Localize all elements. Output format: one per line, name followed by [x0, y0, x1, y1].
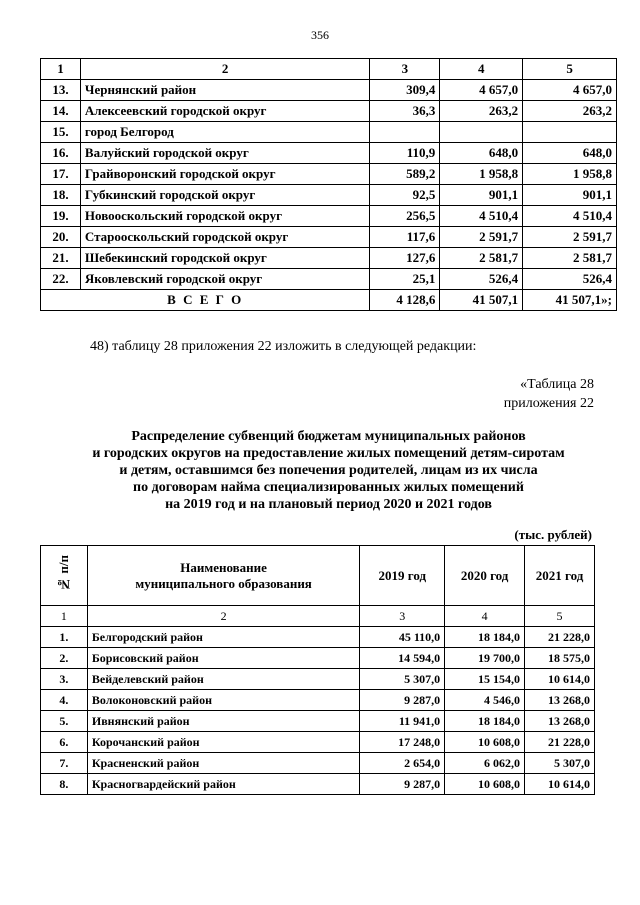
row-name: Шебекинский городской округ	[80, 248, 370, 269]
table-row	[41, 269, 617, 290]
caption-line: «Таблица 28	[520, 377, 594, 392]
table-row	[41, 732, 595, 753]
header-2019: 2019 год	[360, 546, 445, 606]
column-number: 3	[360, 606, 445, 627]
column-number: 2	[87, 606, 359, 627]
row-col5: 648,0	[523, 143, 617, 164]
row-number: 2.	[41, 648, 88, 669]
row-2019: 14 594,0	[360, 648, 445, 669]
row-2021: 18 575,0	[525, 648, 595, 669]
total-col5: 41 507,1»;	[523, 290, 617, 311]
row-number: 14.	[41, 101, 81, 122]
row-number: 15.	[41, 122, 81, 143]
row-2019: 9 287,0	[360, 774, 445, 795]
row-2021: 13 268,0	[525, 690, 595, 711]
row-2019: 45 110,0	[360, 627, 445, 648]
row-2019: 17 248,0	[360, 732, 445, 753]
row-col5: 263,2	[523, 101, 617, 122]
title-line: и детям, оставшимся без попечения родителей, лицам из их числа	[119, 463, 538, 478]
table-row	[41, 206, 617, 227]
row-col5	[523, 122, 617, 143]
table-continuation	[40, 58, 617, 311]
header-2020: 2020 год	[445, 546, 525, 606]
row-col4: 2 591,7	[440, 227, 523, 248]
row-2020: 4 546,0	[445, 690, 525, 711]
row-col3: 92,5	[370, 185, 440, 206]
row-2020: 6 062,0	[445, 753, 525, 774]
row-col4: 4 657,0	[440, 80, 523, 101]
row-col5: 4 510,4	[523, 206, 617, 227]
row-2021: 21 228,0	[525, 732, 595, 753]
row-col5: 526,4	[523, 269, 617, 290]
table-caption	[504, 375, 594, 413]
row-col4: 901,1	[440, 185, 523, 206]
row-name: Алексеевский городской округ	[80, 101, 370, 122]
row-2020: 15 154,0	[445, 669, 525, 690]
row-col4: 648,0	[440, 143, 523, 164]
row-col5: 2 581,7	[523, 248, 617, 269]
row-number: 4.	[41, 690, 88, 711]
title-line: по договорам найма специализированных жилых помещений	[133, 480, 524, 495]
subvention-table	[40, 545, 595, 795]
table-row	[41, 669, 595, 690]
row-col3: 117,6	[370, 227, 440, 248]
total-col3: 4 128,6	[370, 290, 440, 311]
column-number: 5	[525, 606, 595, 627]
row-col4: 2 581,7	[440, 248, 523, 269]
table-row	[41, 227, 617, 248]
caption-line: приложения 22	[503, 396, 594, 411]
column-numbers-row	[41, 606, 595, 627]
table-row	[41, 690, 595, 711]
row-name: Губкинский городской округ	[80, 185, 370, 206]
row-2019: 5 307,0	[360, 669, 445, 690]
header-number: № п/п	[55, 555, 71, 592]
table-row	[41, 122, 617, 143]
row-col3	[370, 122, 440, 143]
column-number: 1	[41, 606, 88, 627]
row-name: Волоконовский район	[87, 690, 359, 711]
row-name: город Белгород	[80, 122, 370, 143]
document-title	[40, 428, 617, 513]
row-2021: 21 228,0	[525, 627, 595, 648]
row-name: Новооскольский городской округ	[80, 206, 370, 227]
table-row	[41, 143, 617, 164]
row-2021: 10 614,0	[525, 669, 595, 690]
row-col3: 256,5	[370, 206, 440, 227]
table-row	[41, 774, 595, 795]
table-header-row	[41, 546, 595, 606]
row-col3: 110,9	[370, 143, 440, 164]
column-number: 4	[440, 59, 523, 80]
total-label: В С Е Г О	[41, 290, 370, 311]
row-2020: 18 184,0	[445, 711, 525, 732]
row-name: Красногвардейский район	[87, 774, 359, 795]
row-col5: 4 657,0	[523, 80, 617, 101]
row-number: 16.	[41, 143, 81, 164]
row-number: 3.	[41, 669, 88, 690]
row-number: 1.	[41, 627, 88, 648]
header-name-line: муниципального образования	[135, 575, 312, 591]
row-name: Белгородский район	[87, 627, 359, 648]
table-row	[41, 753, 595, 774]
row-name: Яковлевский городской округ	[80, 269, 370, 290]
table-row	[41, 648, 595, 669]
row-col3: 309,4	[370, 80, 440, 101]
row-col3: 127,6	[370, 248, 440, 269]
total-col4: 41 507,1	[440, 290, 523, 311]
row-col3: 589,2	[370, 164, 440, 185]
row-col4: 263,2	[440, 101, 523, 122]
row-number: 22.	[41, 269, 81, 290]
row-number: 7.	[41, 753, 88, 774]
column-number: 5	[523, 59, 617, 80]
column-number: 4	[445, 606, 525, 627]
row-name: Ивнянский район	[87, 711, 359, 732]
column-number: 2	[80, 59, 370, 80]
row-number: 8.	[41, 774, 88, 795]
row-name: Красненский район	[87, 753, 359, 774]
row-col4	[440, 122, 523, 143]
row-number: 18.	[41, 185, 81, 206]
table-row	[41, 185, 617, 206]
row-number: 19.	[41, 206, 81, 227]
table-row	[41, 627, 595, 648]
table-row	[41, 164, 617, 185]
row-2020: 10 608,0	[445, 732, 525, 753]
row-name: Старооскольский городской округ	[80, 227, 370, 248]
row-name: Вейделевский район	[87, 669, 359, 690]
amendment-text: 48) таблицу 28 приложения 22 изложить в следующей редакции:	[90, 339, 477, 354]
row-col4: 526,4	[440, 269, 523, 290]
row-col3: 36,3	[370, 101, 440, 122]
page-number: 356	[311, 28, 329, 42]
row-number: 21.	[41, 248, 81, 269]
table-row	[41, 80, 617, 101]
row-2021: 13 268,0	[525, 711, 595, 732]
row-number: 13.	[41, 80, 81, 101]
table-row	[41, 711, 595, 732]
row-name: Борисовский район	[87, 648, 359, 669]
row-number: 6.	[41, 732, 88, 753]
row-name: Валуйский городской округ	[80, 143, 370, 164]
row-2019: 11 941,0	[360, 711, 445, 732]
row-col5: 901,1	[523, 185, 617, 206]
row-col5: 1 958,8	[523, 164, 617, 185]
header-name-line: Наименование	[180, 559, 267, 575]
row-2020: 10 608,0	[445, 774, 525, 795]
column-number: 1	[41, 59, 81, 80]
row-number: 17.	[41, 164, 81, 185]
row-name: Корочанский район	[87, 732, 359, 753]
table-row	[41, 101, 617, 122]
row-2020: 18 184,0	[445, 627, 525, 648]
row-2019: 2 654,0	[360, 753, 445, 774]
header-name	[87, 546, 359, 606]
row-number: 5.	[41, 711, 88, 732]
total-row	[41, 290, 617, 311]
units-label: (тыс. рублей)	[514, 527, 592, 542]
row-col4: 1 958,8	[440, 164, 523, 185]
row-col3: 25,1	[370, 269, 440, 290]
column-number: 3	[370, 59, 440, 80]
row-col4: 4 510,4	[440, 206, 523, 227]
row-2021: 10 614,0	[525, 774, 595, 795]
title-line: и городских округов на предоставление жилых помещений детям-сиротам	[92, 446, 565, 461]
title-line: на 2019 год и на плановый период 2020 и 2021 годов	[165, 497, 492, 512]
header-2021: 2021 год	[525, 546, 595, 606]
row-2019: 9 287,0	[360, 690, 445, 711]
row-name: Грайворонский городской округ	[80, 164, 370, 185]
row-2020: 19 700,0	[445, 648, 525, 669]
table-row	[41, 248, 617, 269]
title-line: Распределение субвенций бюджетам муниципальных районов	[131, 429, 526, 444]
row-name: Чернянский район	[80, 80, 370, 101]
row-col5: 2 591,7	[523, 227, 617, 248]
row-number: 20.	[41, 227, 81, 248]
table-header-row	[41, 59, 617, 80]
row-2021: 5 307,0	[525, 753, 595, 774]
